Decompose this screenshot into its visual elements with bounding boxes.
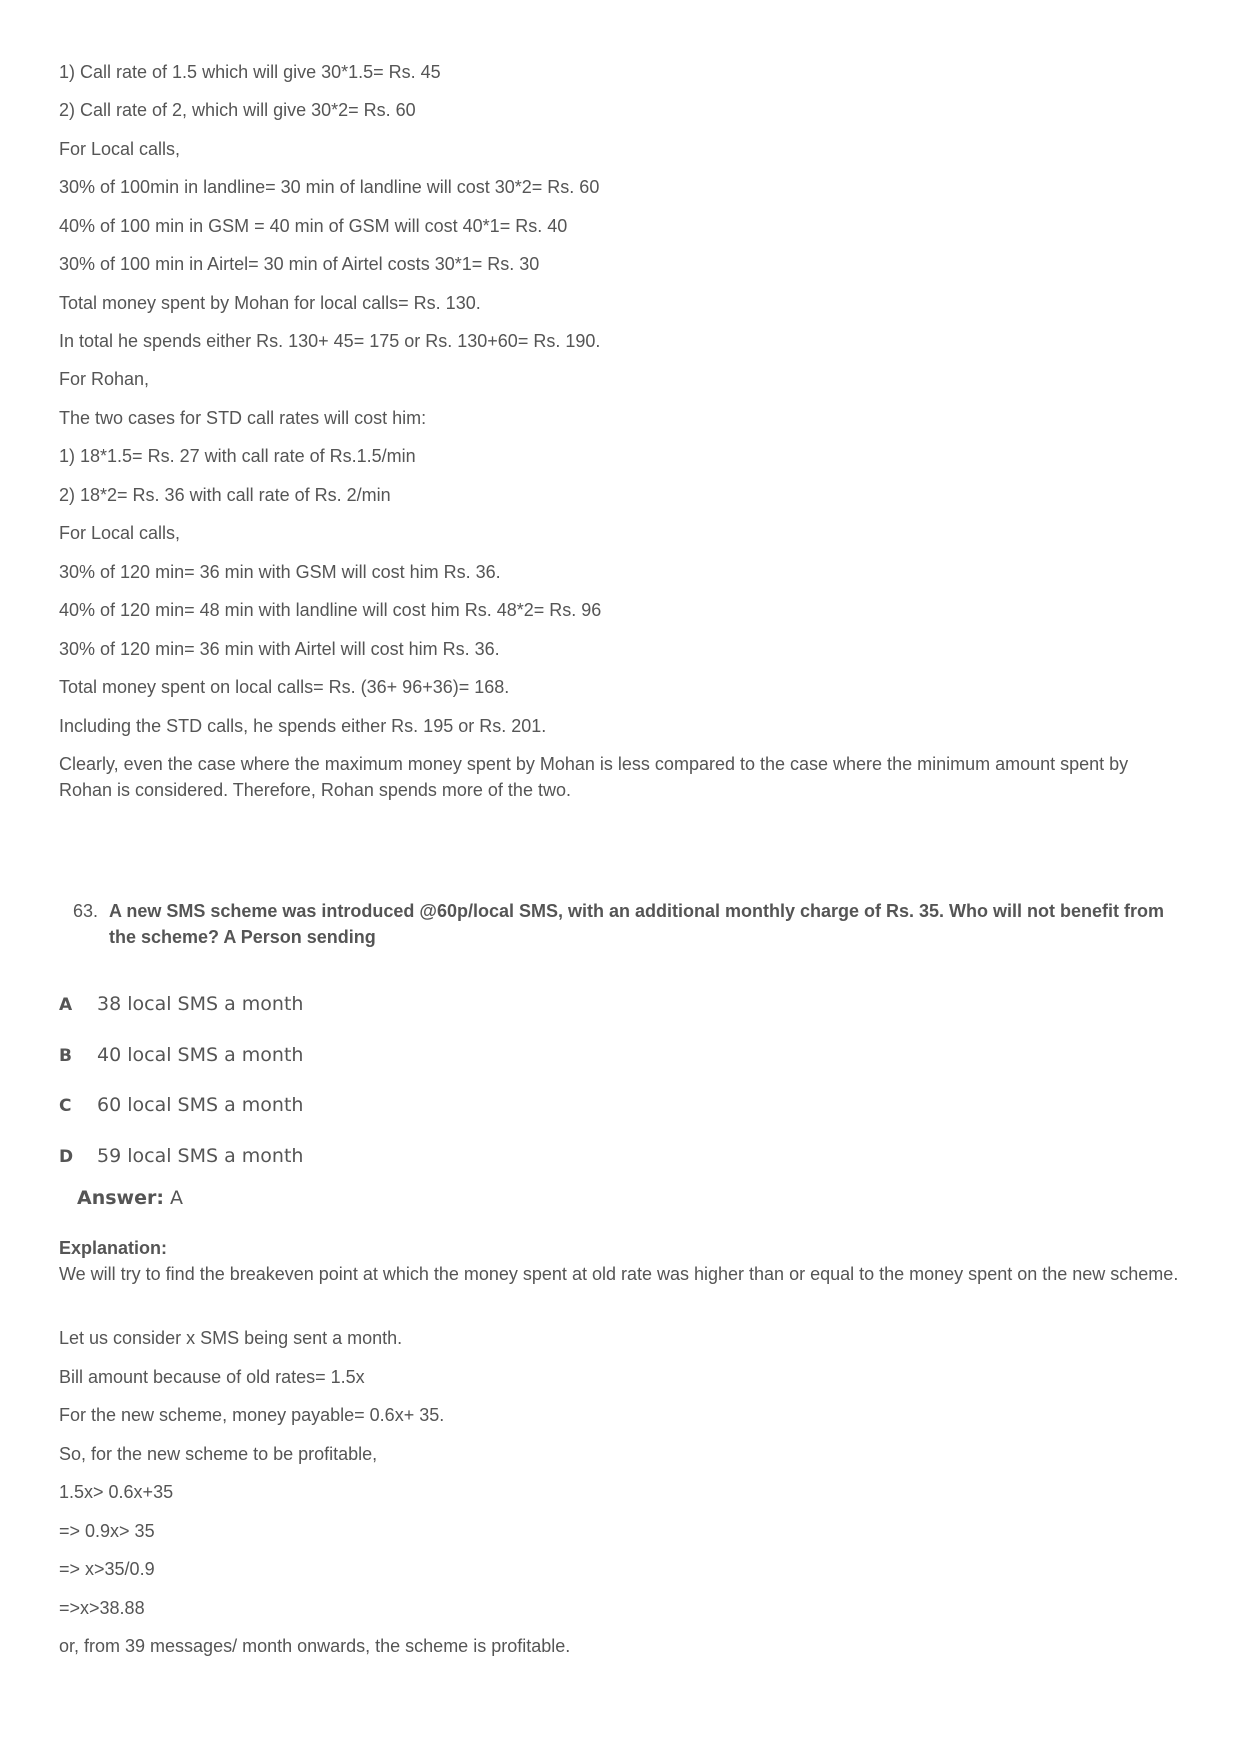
option-text: 38 local SMS a month xyxy=(97,993,304,1015)
solution-line: Total money spent on local calls= Rs. (36+ 96+36)= 168. xyxy=(59,677,510,697)
explanation-heading: Explanation: xyxy=(59,1238,168,1258)
solution-line: Including the STD calls, he spends either Rs. 195 or Rs. 201. xyxy=(59,716,547,736)
solution-line: For Local calls, xyxy=(59,523,181,543)
answer-label: Answer: xyxy=(77,1187,164,1209)
solution-line: 30% of 120 min= 36 min with Airtel will cost him Rs. 36. xyxy=(59,639,500,659)
solution-line: 30% of 100min in landline= 30 min of landline will cost 30*2= Rs. 60 xyxy=(59,177,600,197)
option-d[interactable] xyxy=(59,1143,303,1170)
explanation-line: => x>35/0.9 xyxy=(59,1559,155,1579)
solution-line: 2) 18*2= Rs. 36 with call rate of Rs. 2/min xyxy=(59,485,391,505)
option-letter: C xyxy=(59,1096,72,1116)
explanation-line: =>x>38.88 xyxy=(59,1598,145,1618)
solution-line: In total he spends either Rs. 130+ 45= 175 or Rs. 130+60= Rs. 190. xyxy=(59,331,601,351)
solution-line: 1) Call rate of 1.5 which will give 30*1.5= Rs. 45 xyxy=(59,62,441,82)
solution-line: 30% of 120 min= 36 min with GSM will cost him Rs. 36. xyxy=(59,562,501,582)
solution-line: 40% of 120 min= 48 min with landline will cost him Rs. 48*2= Rs. 96 xyxy=(59,600,602,620)
solution-line: For Local calls, xyxy=(59,139,181,159)
option-c[interactable] xyxy=(59,1092,303,1119)
explanation-line: or, from 39 messages/ month onwards, the scheme is profitable. xyxy=(59,1636,571,1656)
explanation-line: => 0.9x> 35 xyxy=(59,1521,155,1541)
option-letter: D xyxy=(59,1147,74,1167)
solution-line: 1) 18*1.5= Rs. 27 with call rate of Rs.1.5/min xyxy=(59,446,416,466)
question-63 xyxy=(73,898,1183,950)
solution-conclusion: Clearly, even the case where the maximum money spent by Mohan is less compared to the case where the minimum amount spent by Rohan is considered. Therefore, Rohan spends more of the two. xyxy=(59,754,1129,800)
explanation-intro: We will try to find the breakeven point at which the money spent at old rate was higher than or equal to the money spent on the new scheme. xyxy=(59,1264,1179,1284)
solution-line: The two cases for STD call rates will cost him: xyxy=(59,408,427,428)
option-text: 40 local SMS a month xyxy=(97,1044,304,1066)
option-text: 59 local SMS a month xyxy=(97,1145,304,1167)
option-letter: B xyxy=(59,1046,72,1066)
answer xyxy=(77,1185,183,1211)
solution-line: 30% of 100 min in Airtel= 30 min of Airtel costs 30*1= Rs. 30 xyxy=(59,254,540,274)
question-text: A new SMS scheme was introduced @60p/local SMS, with an additional monthly charge of Rs. 35. Who will not benefit from the scheme? A Person sending xyxy=(109,901,1165,947)
option-letter: A xyxy=(59,995,73,1015)
explanation-line: So, for the new scheme to be profitable, xyxy=(59,1444,378,1464)
solution-line: Total money spent by Mohan for local calls= Rs. 130. xyxy=(59,293,481,313)
answer-value: A xyxy=(170,1187,183,1209)
option-text: 60 local SMS a month xyxy=(97,1094,304,1116)
explanation-line: 1.5x> 0.6x+35 xyxy=(59,1482,174,1502)
solution-line: For Rohan, xyxy=(59,369,150,389)
explanation-line: Bill amount because of old rates= 1.5x xyxy=(59,1367,365,1387)
option-b[interactable] xyxy=(59,1042,303,1069)
solution-line: 2) Call rate of 2, which will give 30*2= Rs. 60 xyxy=(59,100,416,120)
explanation-line: Let us consider x SMS being sent a month. xyxy=(59,1328,403,1348)
option-a[interactable] xyxy=(59,991,303,1018)
explanation-line: For the new scheme, money payable= 0.6x+ 35. xyxy=(59,1405,445,1425)
solution-line: 40% of 100 min in GSM = 40 min of GSM will cost 40*1= Rs. 40 xyxy=(59,216,568,236)
question-number: 63. xyxy=(73,901,99,921)
